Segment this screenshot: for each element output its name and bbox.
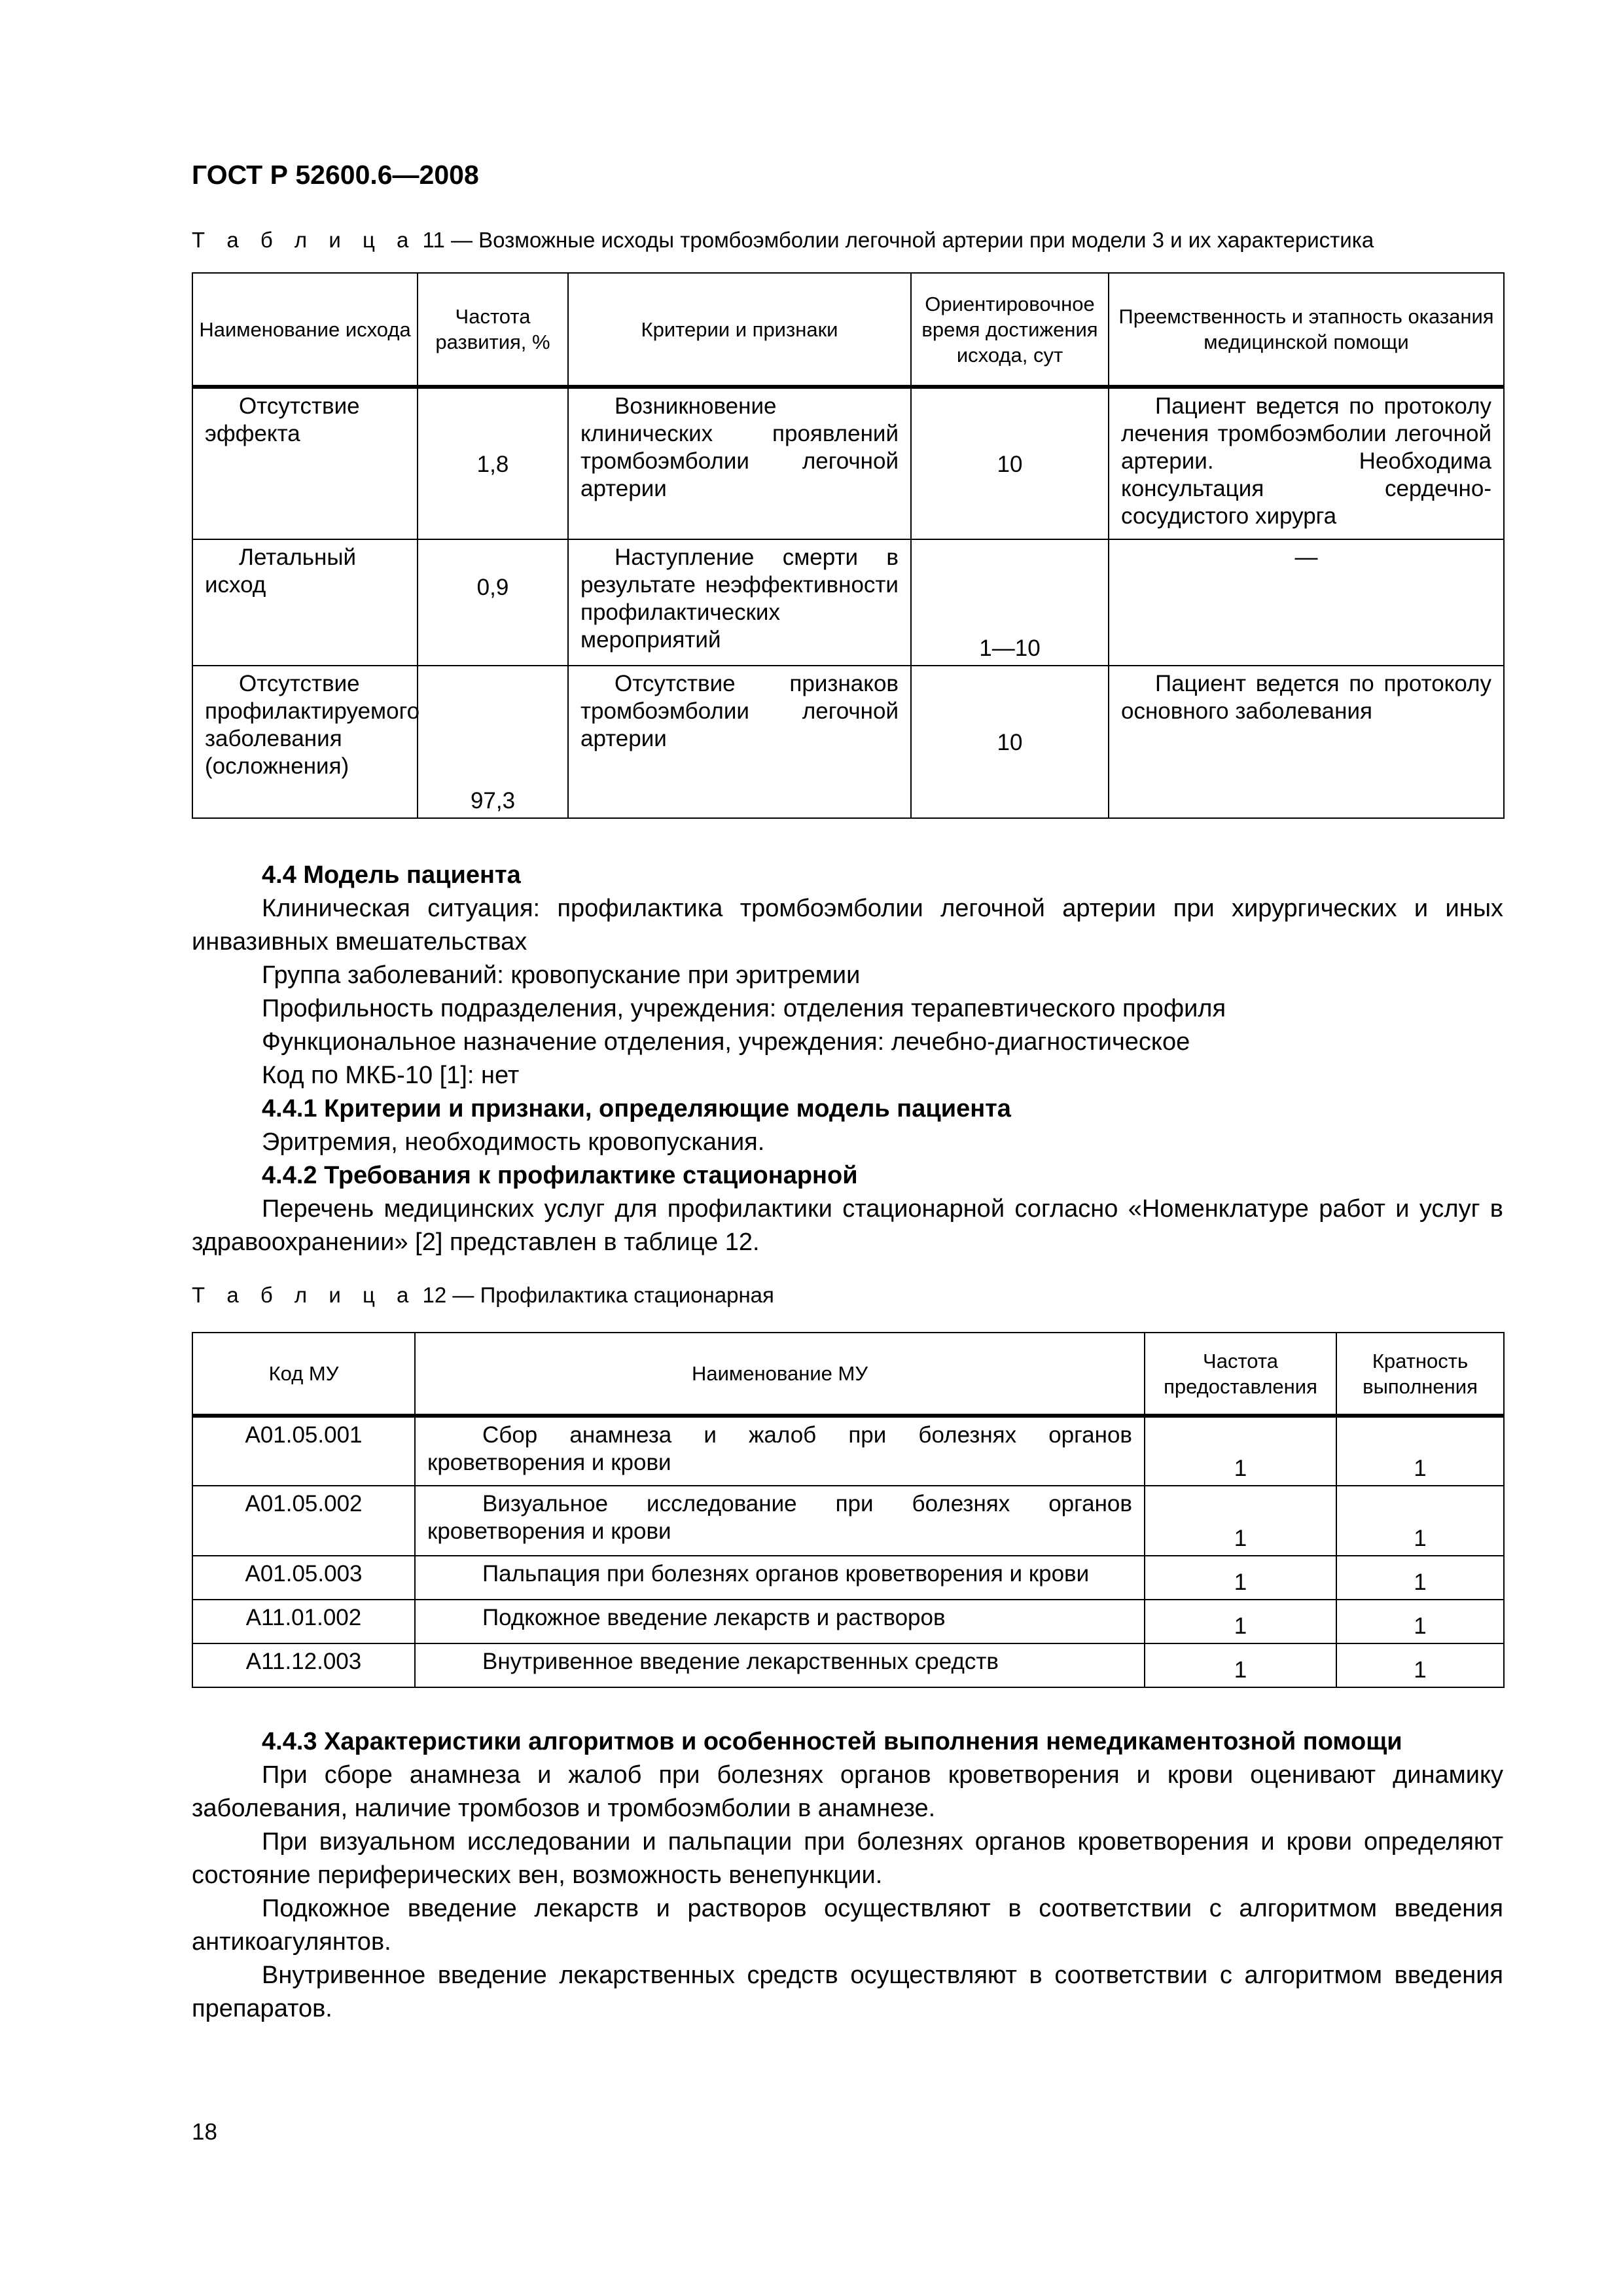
section-heading: 4.4 Модель пациента <box>262 861 521 889</box>
section-4-4-3 <box>192 1725 1503 2026</box>
service-code: A11.01.002 <box>192 1600 415 1643</box>
page-number: 18 <box>192 2119 217 2145</box>
service-code: A01.05.002 <box>192 1486 415 1556</box>
service-name: Сбор анамнеза и жалоб при болезнях органов кроветворения и крови <box>415 1416 1145 1486</box>
table-11-header-row <box>192 273 1504 387</box>
outcome-frequency: 0,9 <box>418 539 568 666</box>
section-heading: 4.4.1 Критерии и признаки, определяющие модель пациента <box>262 1095 1011 1122</box>
service-name: Визуальное исследование при болезнях органов кроветворения и крови <box>415 1486 1145 1556</box>
table-row <box>192 387 1504 539</box>
paragraph: Перечень медицинских услуг для профилактики стационарной согласно «Номенклатуре работ и услуг в здравоохранении» [2] представлен в таблице 12. <box>192 1195 1503 1256</box>
table-row <box>192 1600 1504 1643</box>
outcome-continuity: Пациент ведется по протоколу лечения тромбоэмболии легочной артерии. Необходима консультация сердечно-сосудистого хирурга <box>1109 387 1504 539</box>
outcome-criteria: Наступление смерти в результате неэффективности профилактических мероприятий <box>568 539 911 666</box>
outcome-time: 10 <box>911 387 1109 539</box>
table-11-caption <box>192 228 1374 253</box>
paragraph: Внутривенное введение лекарственных средств осуществляют в соответствии с алгоритмом введения препаратов. <box>192 1962 1503 2022</box>
table-12-header-row <box>192 1333 1504 1416</box>
paragraph: Профильность подразделения, учреждения: отделения терапевтического профиля <box>262 995 1226 1022</box>
service-multiplicity: 1 <box>1336 1486 1504 1556</box>
service-code: A11.12.003 <box>192 1643 415 1687</box>
paragraph: Клиническая ситуация: профилактика тромбоэмболии легочной артерии при хирургических и иных инвазивных вмешательствах <box>192 895 1503 956</box>
service-name: Внутривенное введение лекарственных средств <box>415 1643 1145 1687</box>
section-heading: 4.4.3 Характеристики алгоритмов и особенностей выполнения немедикаментозной помощи <box>262 1728 1402 1755</box>
service-multiplicity: 1 <box>1336 1556 1504 1600</box>
paragraph: При визуальном исследовании и пальпации при болезнях органов кроветворения и крови определяют состояние периферических вен, возможность венепункции. <box>192 1828 1503 1889</box>
outcome-frequency: 97,3 <box>418 666 568 818</box>
table-12-caption-prefix: Т а б л и ц а <box>192 1283 417 1307</box>
outcome-criteria: Возникновение клинических проявлений тромбоэмболии легочной артерии <box>568 387 911 539</box>
service-frequency: 1 <box>1145 1416 1336 1486</box>
section-heading: 4.4.2 Требования к профилактике стационарной <box>262 1162 858 1189</box>
table-row <box>192 539 1504 666</box>
outcome-name: Отсутствие эффекта <box>192 387 418 539</box>
table-11-col-continuity: Преемственность и этапность оказания медицинской помощи <box>1109 273 1504 387</box>
outcome-name: Летальный исход <box>192 539 418 666</box>
service-frequency: 1 <box>1145 1556 1336 1600</box>
outcome-frequency: 1,8 <box>418 387 568 539</box>
outcome-continuity: — <box>1109 539 1504 666</box>
paragraph: Эритремия, необходимость кровопускания. <box>262 1128 765 1156</box>
table-11-col-time: Ориентировочное время достижения исхода, сут <box>911 273 1109 387</box>
table-12-col-multiplicity: Кратность выполнения <box>1336 1333 1504 1416</box>
table-11-caption-text: 11 — Возможные исходы тромбоэмболии легочной артерии при модели 3 и их характеристика <box>416 228 1374 252</box>
table-11-col-name: Наименование исхода <box>192 273 418 387</box>
service-frequency: 1 <box>1145 1486 1336 1556</box>
paragraph: Группа заболеваний: кровопускание при эритремии <box>262 961 861 989</box>
table-12-col-name: Наименование МУ <box>415 1333 1145 1416</box>
paragraph: Функциональное назначение отделения, учреждения: лечебно-диагностическое <box>262 1028 1190 1056</box>
service-code: A01.05.001 <box>192 1416 415 1486</box>
service-name: Пальпация при болезнях органов кроветворения и крови <box>415 1556 1145 1600</box>
table-11-col-frequency: Частота развития, % <box>418 273 568 387</box>
section-4-4 <box>192 859 1503 1259</box>
table-12-col-frequency: Частота предоставления <box>1145 1333 1336 1416</box>
table-row <box>192 666 1504 818</box>
service-frequency: 1 <box>1145 1643 1336 1687</box>
table-11-caption-prefix: Т а б л и ц а <box>192 228 417 252</box>
outcome-name: Отсутствие профилактируемого заболевания (осложнения) <box>192 666 418 818</box>
service-multiplicity: 1 <box>1336 1416 1504 1486</box>
paragraph: Код по МКБ-10 [1]: нет <box>262 1062 520 1089</box>
table-row <box>192 1556 1504 1600</box>
table-12 <box>192 1332 1505 1688</box>
table-12-col-code: Код МУ <box>192 1333 415 1416</box>
table-11 <box>192 272 1505 819</box>
outcome-criteria: Отсутствие признаков тромбоэмболии легочной артерии <box>568 666 911 818</box>
paragraph: При сборе анамнеза и жалоб при болезнях органов кроветворения и крови оценивают динамику заболевания, наличие тромбозов и тромбоэмболии в анамнезе. <box>192 1761 1503 1822</box>
table-row <box>192 1486 1504 1556</box>
table-11-col-criteria: Критерии и признаки <box>568 273 911 387</box>
outcome-time: 1—10 <box>911 539 1109 666</box>
document-header: ГОСТ Р 52600.6—2008 <box>192 160 479 190</box>
table-12-caption-text: 12 — Профилактика стационарная <box>416 1283 774 1307</box>
paragraph: Подкожное введение лекарств и растворов осуществляют в соответствии с алгоритмом введения антикоагулянтов. <box>192 1895 1503 1956</box>
outcome-time: 10 <box>911 666 1109 818</box>
outcome-continuity: Пациент ведется по протоколу основного заболевания <box>1109 666 1504 818</box>
service-multiplicity: 1 <box>1336 1600 1504 1643</box>
table-row <box>192 1643 1504 1687</box>
service-code: A01.05.003 <box>192 1556 415 1600</box>
service-name: Подкожное введение лекарств и растворов <box>415 1600 1145 1643</box>
table-12-caption <box>192 1283 774 1308</box>
table-row <box>192 1416 1504 1486</box>
service-multiplicity: 1 <box>1336 1643 1504 1687</box>
service-frequency: 1 <box>1145 1600 1336 1643</box>
